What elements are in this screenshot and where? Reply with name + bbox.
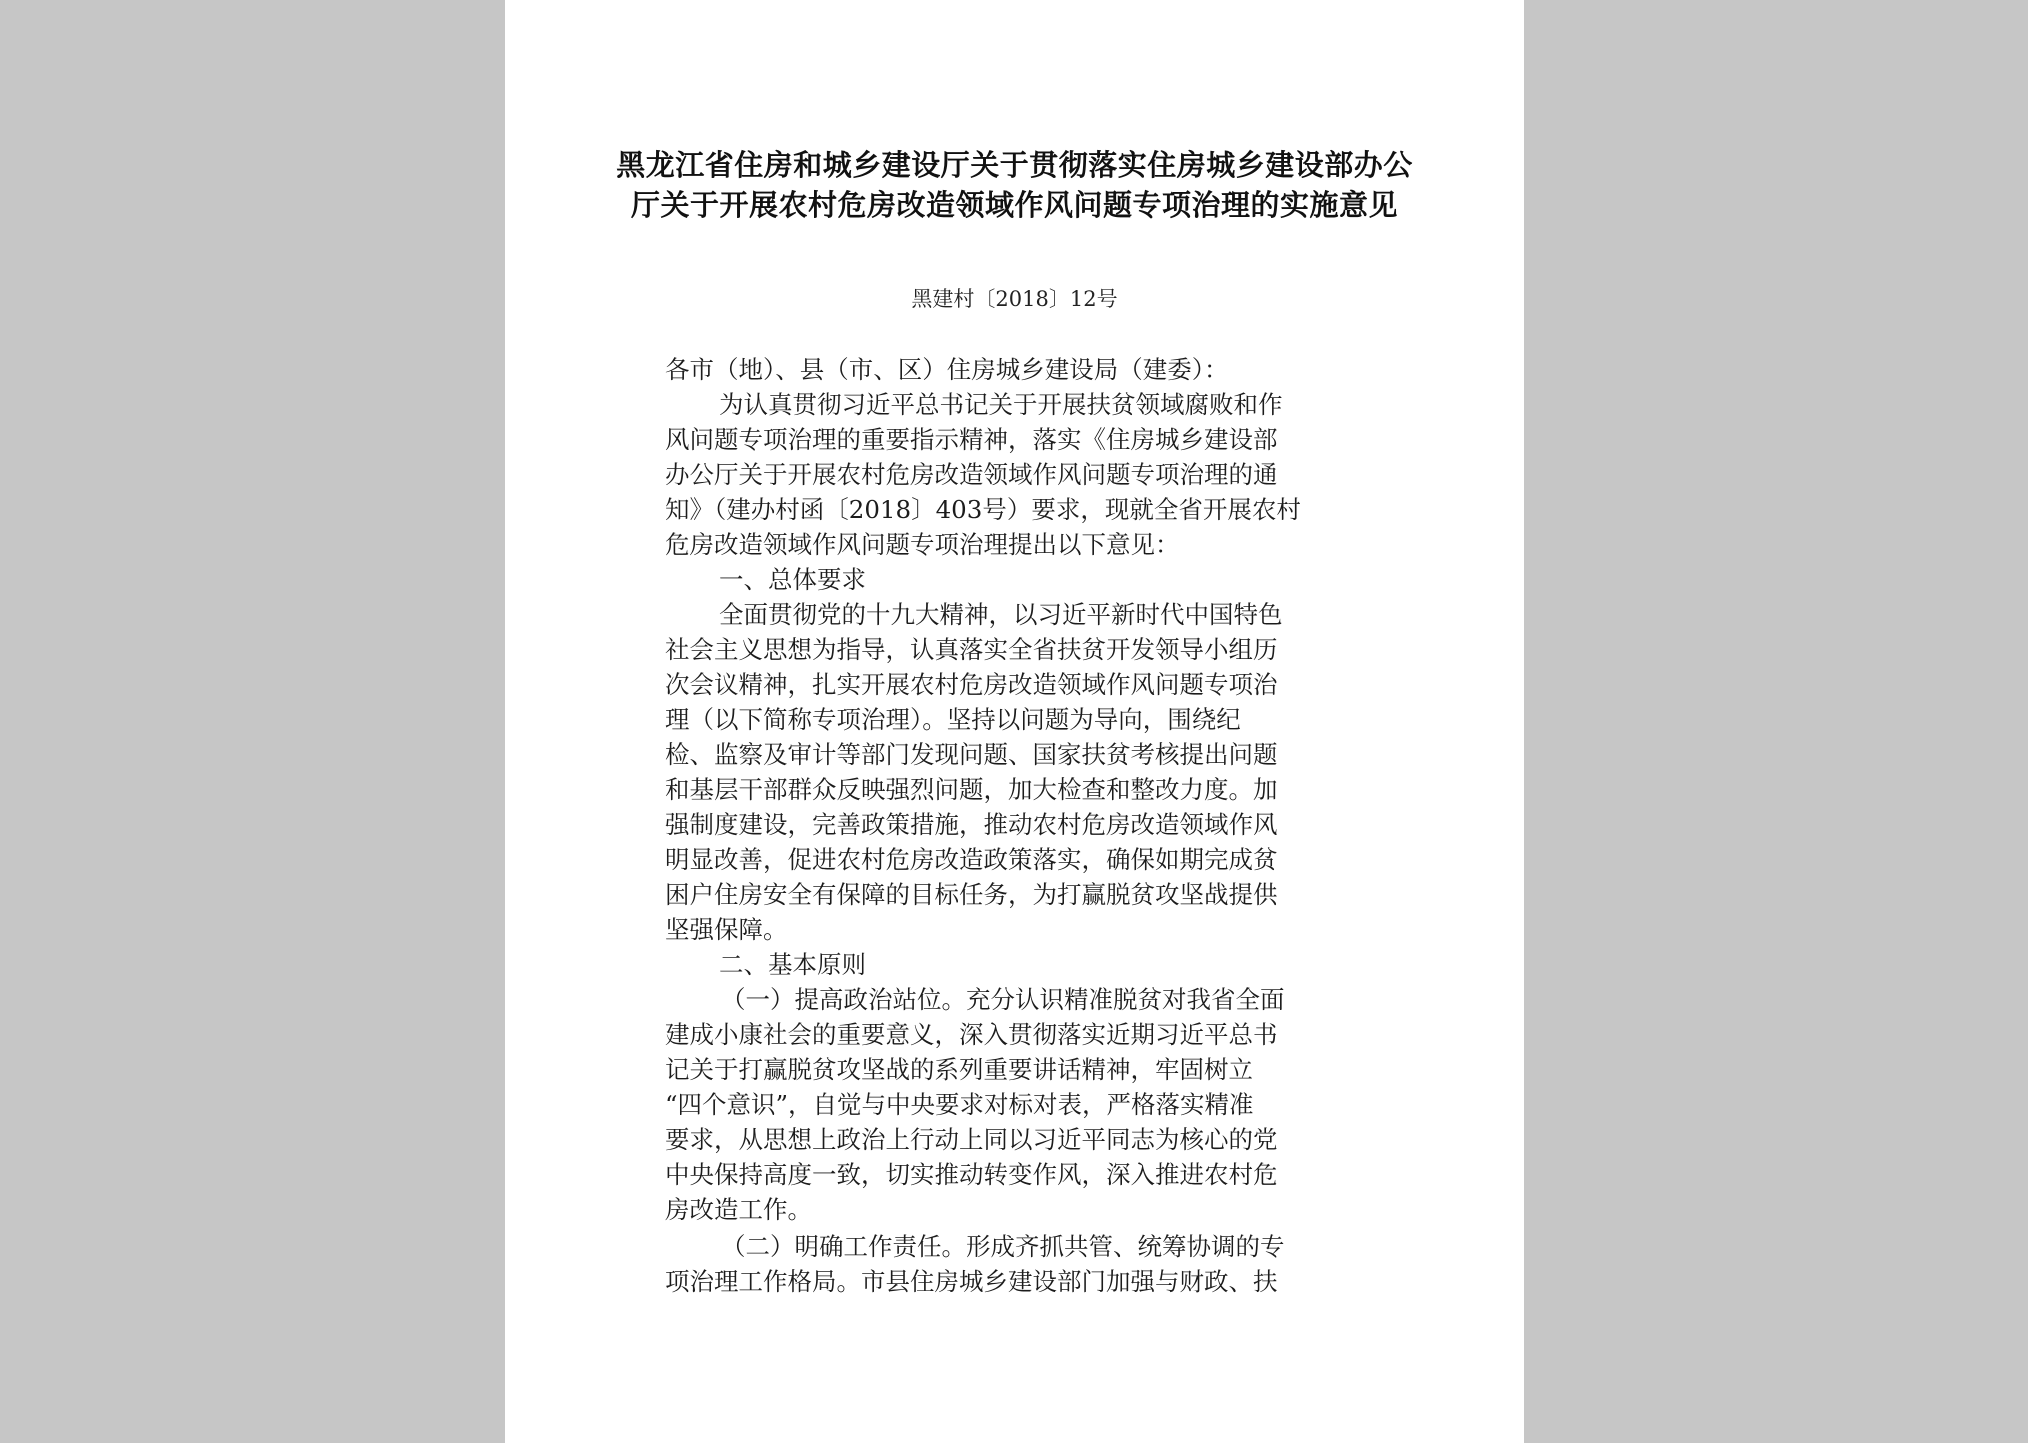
document-number: 黑建村〔2018〕12号 (911, 287, 1118, 311)
paragraph-line: 和基层干部群众反映强烈问题，加大检查和整改力度。加 (665, 775, 1278, 804)
paragraph-line: 强制度建设，完善政策措施，推动农村危房改造领域作风 (665, 810, 1278, 839)
paragraph-line: 知》（建办村函〔2018〕403号）要求，现就全省开展农村 (665, 495, 1301, 524)
paragraph-line: 检、监察及审计等部门发现问题、国家扶贫考核提出问题 (665, 740, 1278, 769)
section-heading: 一、总体要求 (719, 565, 866, 594)
document-page (505, 0, 1524, 1443)
paragraph-line: 困户住房安全有保障的目标任务，为打赢脱贫攻坚战提供 (665, 880, 1278, 909)
document-title (505, 145, 1524, 225)
paragraph-line: “四个意识”，自觉与中央要求对标对表，严格落实精准 (665, 1090, 1254, 1119)
paragraph-line: 要求，从思想上政治上行动上同以习近平同志为核心的党 (665, 1125, 1278, 1154)
paragraph-line: （二）明确工作责任。形成齐抓共管、统筹协调的专 (721, 1232, 1285, 1261)
principle1-paragraph (665, 982, 1365, 1227)
principle2-paragraph (665, 1229, 1365, 1299)
paragraph-line: 次会议精神，扎实开展农村危房改造领域作风问题专项治 (665, 670, 1278, 699)
paragraph-line: 明显改善，促进农村危房改造政策落实，确保如期完成贫 (665, 845, 1278, 874)
paragraph-line: 办公厅关于开展农村危房改造领域作风问题专项治理的通 (665, 460, 1278, 489)
paragraph-line: （一）提高政治站位。充分认识精准脱贫对我省全面 (721, 985, 1285, 1014)
section1-paragraph (665, 597, 1365, 947)
paragraph-line: 项治理工作格局。市县住房城乡建设部门加强与财政、扶 (665, 1267, 1278, 1296)
paragraph-line: 理（以下简称专项治理）。坚持以问题为导向，围绕纪 (665, 705, 1241, 734)
paragraph-line: 全面贯彻党的十九大精神，以习近平新时代中国特色 (719, 600, 1283, 629)
paragraph-line: 中央保持高度一致，切实推动转变作风，深入推进农村危 (665, 1160, 1278, 1189)
salutation: 各市（地）、县（市、区）住房城乡建设局（建委）： (665, 355, 1229, 384)
paragraph-line: 社会主义思想为指导，认真落实全省扶贫开发领导小组历 (665, 635, 1278, 664)
paragraph-line: 房改造工作。 (665, 1195, 812, 1224)
paragraph-line: 记关于打赢脱贫攻坚战的系列重要讲话精神，牢固树立 (665, 1055, 1253, 1084)
title-line: 黑龙江省住房和城乡建设厅关于贯彻落实住房城乡建设部办公 (616, 148, 1413, 182)
paragraph-line: 建成小康社会的重要意义，深入贯彻落实近期习近平总书 (665, 1020, 1278, 1049)
paragraph-line: 危房改造领域作风问题专项治理提出以下意见： (665, 530, 1180, 559)
intro-paragraph (665, 387, 1365, 562)
title-line: 厅关于开展农村危房改造领域作风问题专项治理的实施意见 (630, 188, 1398, 222)
section-heading: 二、基本原则 (719, 950, 866, 979)
paragraph-line: 风问题专项治理的重要指示精神，落实《住房城乡建设部 (665, 425, 1278, 454)
paragraph-line: 坚强保障。 (665, 915, 788, 944)
document-body (665, 352, 1365, 1299)
paragraph-line: 为认真贯彻习近平总书记关于开展扶贫领域腐败和作 (719, 390, 1283, 419)
